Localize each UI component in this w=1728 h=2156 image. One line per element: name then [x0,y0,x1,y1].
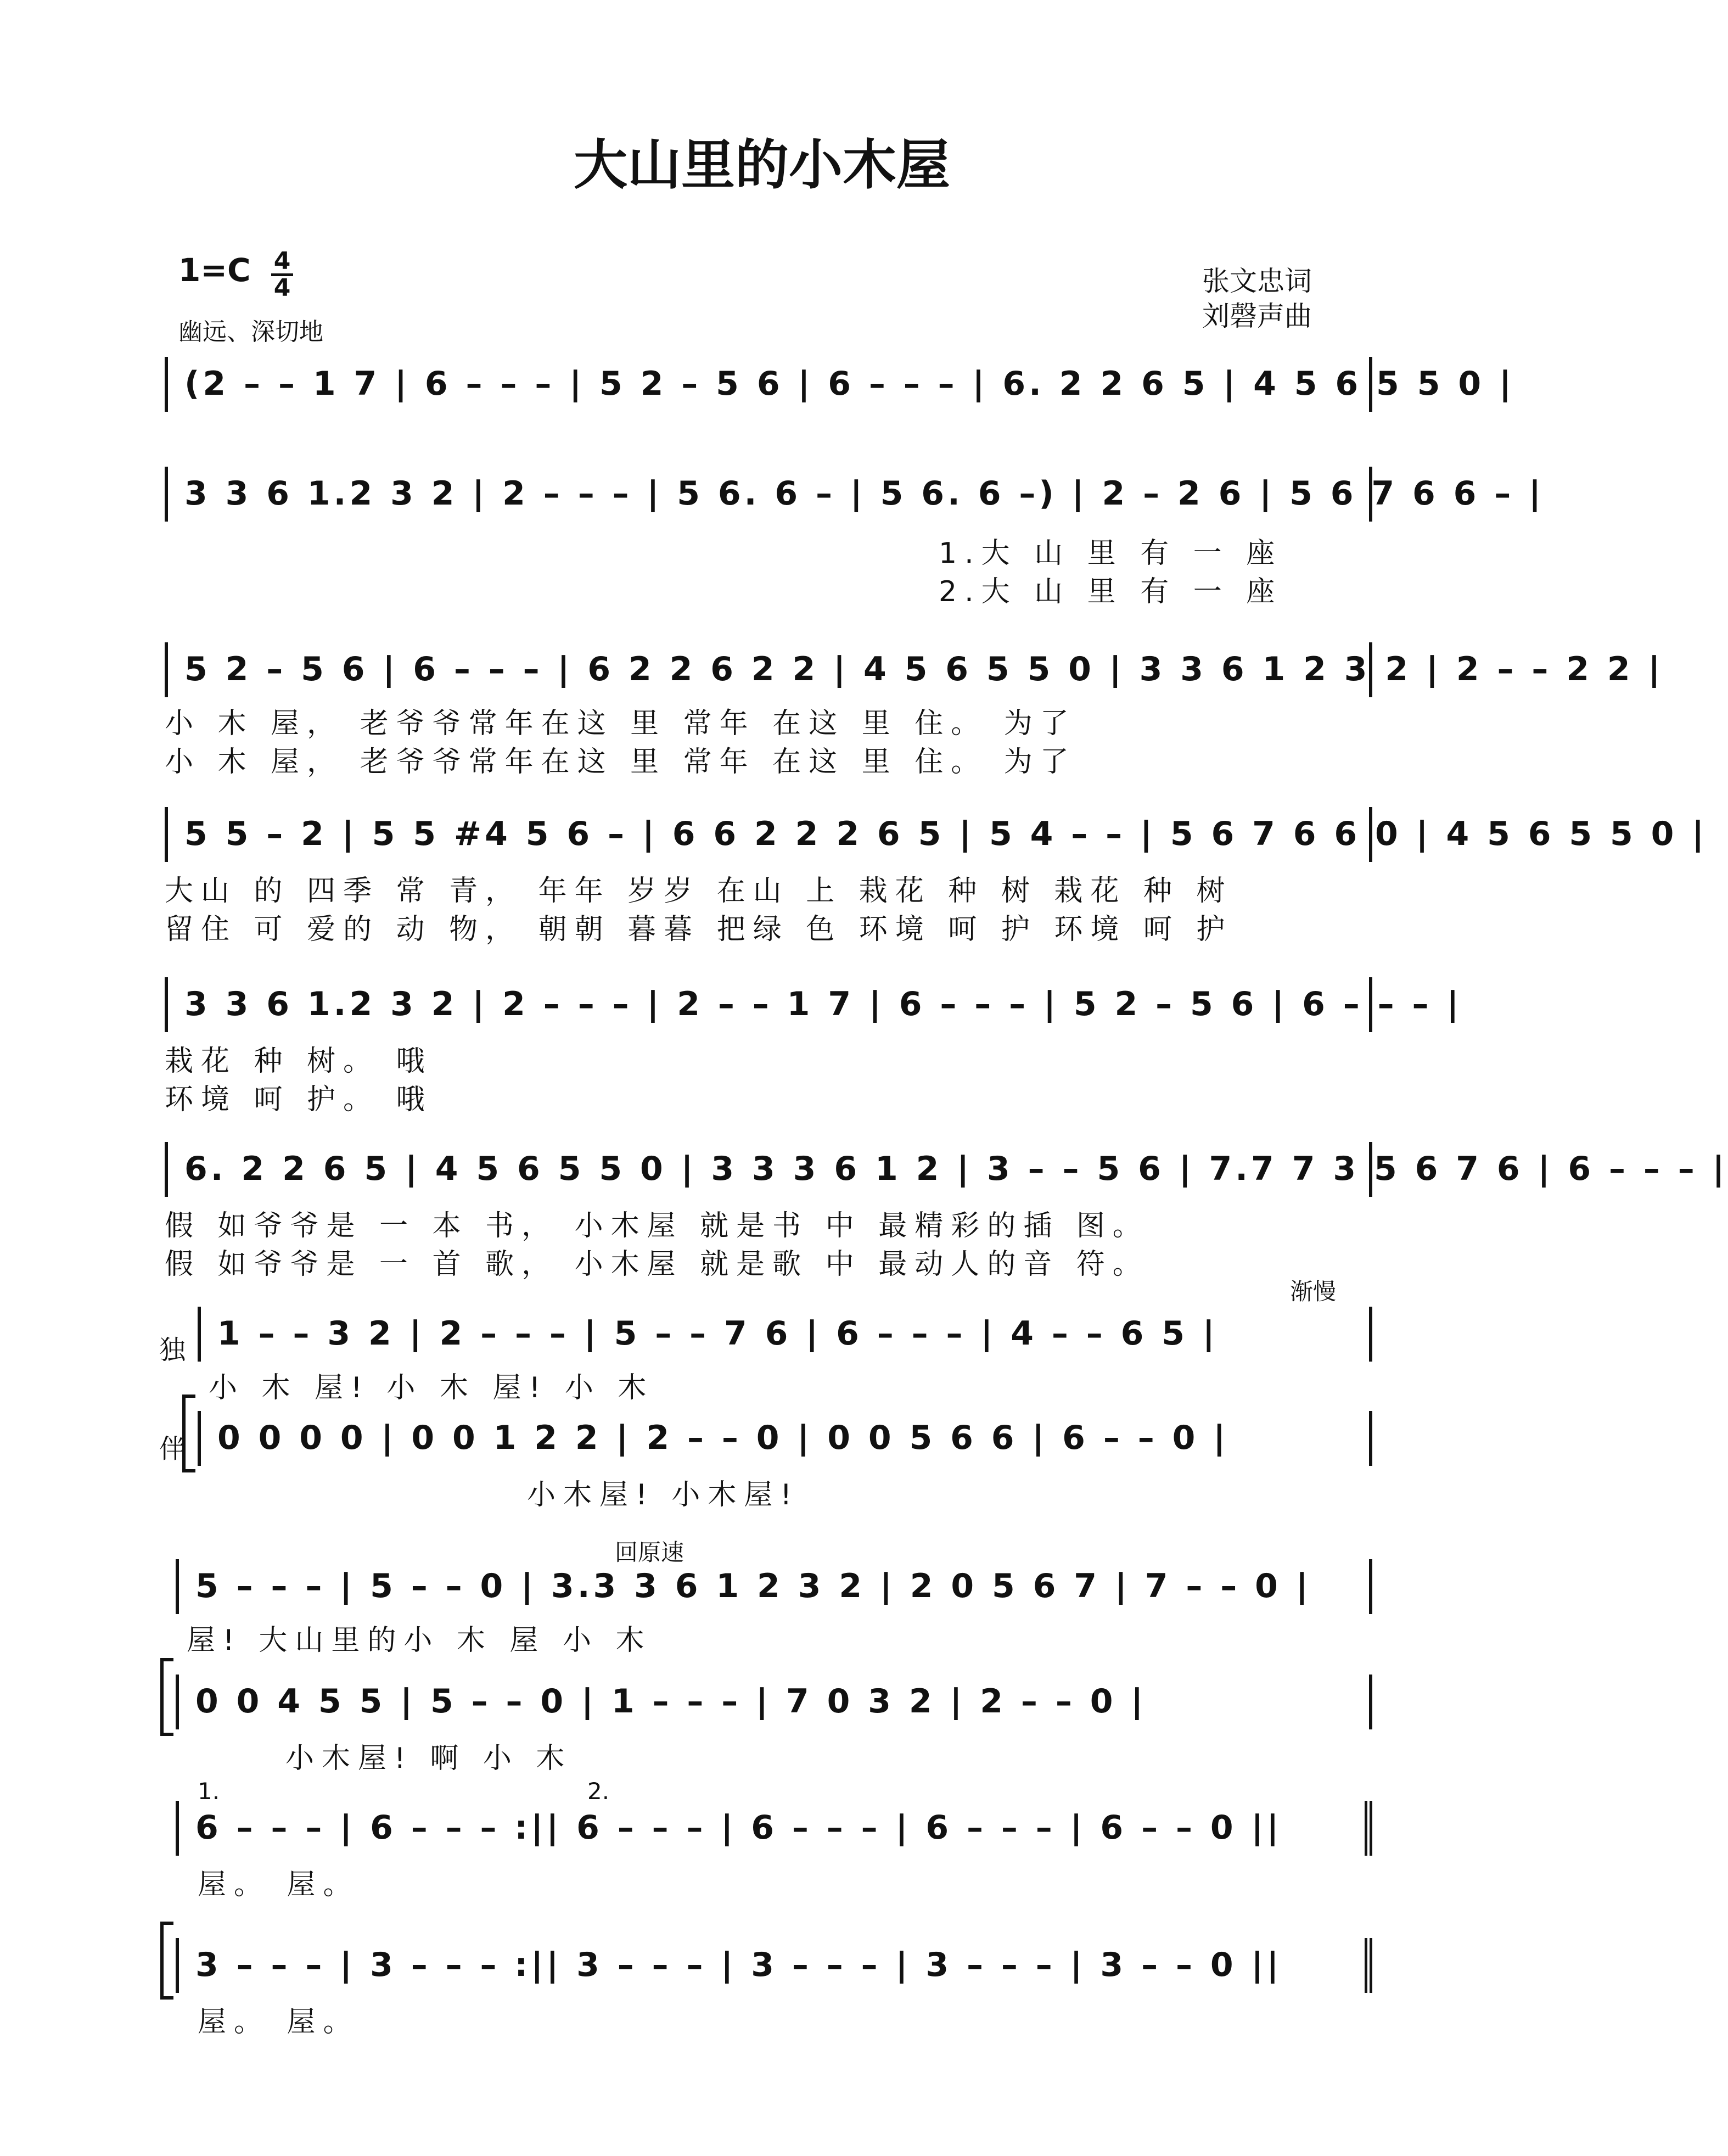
voice-2-notes: 0 0 0 0 | 0 0 1 2 2 | 2 – – 0 | 0 0 5 6 6 | 6 – – 0 | [217,1419,1229,1457]
lyric-verse-2: 2.大 山 里 有 一 座 [939,575,1283,608]
voice-2-notes: 0 0 4 5 5 | 5 – – 0 | 1 – – – | 7 0 3 2 | 2 – – 0 | [195,1682,1147,1721]
key-signature: 1=C [178,251,251,289]
staff-line [165,977,1462,1032]
voice-1-notes: 6 – – – | 6 – – – :|| 6 – – – | 6 – – – | 6 – – – | 6 – – 0 || [195,1808,1282,1847]
lyric-verse-2: 假 如爷爷是 一 首 歌， 小木屋 就是歌 中 最动人的音 符。 [165,1248,1149,1281]
staff-line [165,642,1664,697]
staff-line [165,357,1514,412]
lyric-verse-2: 留住 可 爱的 动 物， 朝朝 暮暮 把绿 色 环境 呵 护 环境 呵 护 [165,913,1233,946]
voice-2-line [198,1411,1372,1466]
staff-brace [160,1922,173,2000]
voice-1-line [176,1559,1372,1614]
voice-1-line [198,1307,1372,1362]
accompaniment-label: 伴 [159,1433,186,1464]
song-title: 大山里的小木屋 [573,133,950,197]
first-ending-mark: 1. [198,1778,220,1805]
notes: 3 3 6 1.2 3 2 | 2 – – – | 2 – – 1 7 | 6 – – – | 5 2 – 5 6 | 6 – – – | [184,985,1462,1023]
voice-1-lyric: 屋。 屋。 [198,1868,360,1901]
voice-1-notes: 1 – – 3 2 | 2 – – – | 5 – – 7 6 | 6 – – – | 4 – – 6 5 | [217,1314,1218,1353]
staff-line [165,1142,1728,1197]
notes: 5 2 – 5 6 | 6 – – – | 6 2 2 6 2 2 | 4 5 6 5 5 0 | 3 3 6 1 2 3 2 | 2 – – 2 2 | [184,650,1664,688]
lyricist: 张文忠词 [1202,265,1312,297]
notes: 5 5 – 2 | 5 5 #4 5 6 – | 6 6 2 2 2 6 5 | 5 4 – – | 5 6 7 6 6 0 | 4 5 6 5 5 0 | [184,815,1708,853]
voice-2-lyric: 小木屋! 小木屋! [527,1479,800,1511]
staff-brace [182,1395,195,1472]
voice-1-lyric: 小 木 屋! 小 木 屋! 小 木 [209,1371,654,1404]
voice-2-notes: 3 – – – | 3 – – – :|| 3 – – – | 3 – – – | 3 – – – | 3 – – 0 || [195,1946,1282,1984]
staff-line [165,807,1708,862]
voice-2-line [176,1938,1372,1993]
time-top: 4 [273,247,291,275]
lyric-verse-2: 小 木 屋， 老爷爷常年在这 里 常年 在这 里 住。 为了 [165,746,1076,779]
composer: 刘磬声曲 [1202,300,1312,332]
voice-1-lyric: 屋! 大山里的小 木 屋 小 木 [187,1624,652,1657]
voice-1-notes: 5 – – – | 5 – – 0 | 3.3 3 6 1 2 3 2 | 2 0 5 6 7 | 7 – – 0 | [195,1567,1311,1605]
lyric-verse-2: 环境 呵 护。 哦 [165,1083,433,1116]
ritardando-mark: 渐慢 [1290,1278,1337,1305]
notes: 6. 2 2 6 5 | 4 5 6 5 5 0 | 3 3 3 6 1 2 | 3 – – 5 6 | 7.7 7 3 5 6 7 6 | 6 – – – | [184,1150,1728,1188]
voice-2-lyric: 屋。 屋。 [198,2006,360,2039]
time-bottom: 4 [273,274,291,302]
lyric-verse-1: 大山 的 四季 常 青， 年年 岁岁 在山 上 栽花 种 树 栽花 种 树 [165,875,1233,908]
time-signature [270,249,294,300]
lyric-verse-1: 1.大 山 里 有 一 座 [939,537,1283,570]
lyric-verse-1: 假 如爷爷是 一 本 书， 小木屋 就是书 中 最精彩的插 图。 [165,1209,1149,1242]
second-ending-mark: 2. [587,1778,610,1805]
tempo-marking: 幽远、深切地 [178,318,323,346]
lyric-verse-1: 栽花 种 树。 哦 [165,1045,433,1078]
voice-1-line [176,1801,1372,1856]
a-tempo-mark: 回原速 [615,1539,685,1566]
staff-line [165,467,1545,522]
staff-brace [160,1658,173,1736]
solo-label: 独 [159,1335,186,1365]
voice-2-lyric: 小木屋! 啊 小 木 [285,1742,573,1775]
voice-2-line [176,1675,1372,1729]
lyric-verse-1: 小 木 屋， 老爷爷常年在这 里 常年 在这 里 住。 为了 [165,707,1076,740]
notes: 3 3 6 1.2 3 2 | 2 – – – | 5 6. 6 – | 5 6. 6 –) | 2 – 2 6 | 5 6 7 6 6 – | [184,474,1545,513]
notes: (2 – – 1 7 | 6 – – – | 5 2 – 5 6 | 6 – – – | 6. 2 2 6 5 | 4 5 6 5 5 0 | [184,365,1514,403]
credits [1202,264,1312,334]
